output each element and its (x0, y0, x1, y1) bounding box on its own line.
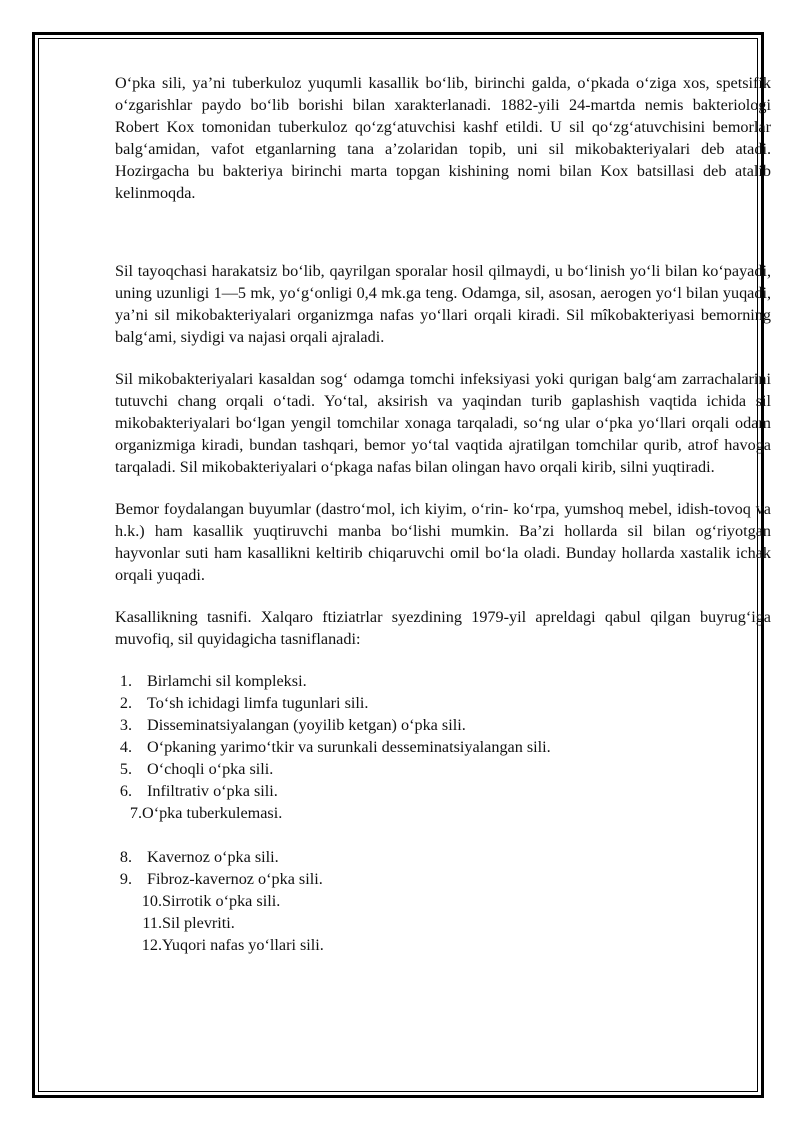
list-item: 1. Birlamchi sil kompleksi. (119, 672, 307, 690)
classification-list-a (115, 670, 771, 824)
list-item: 3. Disseminatsiyalangan (yoyilib ketgan) o‘pka sili. (119, 716, 466, 734)
list-item: 7. O‘pka tuberkulemasi. (129, 804, 283, 822)
list-item: 10. Sirrotik o‘pka sili. (141, 892, 281, 910)
list-item: 6. Infiltrativ o‘pka sili. (119, 782, 278, 800)
classification-list-b (115, 846, 771, 956)
paragraph-intro: O‘pka sili, ya’ni tuberkuloz yuqumli kasallik bo‘lib, birinchi galda, o‘pkada o‘ziga xos, spetsifik o‘zgarishlar paydo bo‘lib borishi bilan xarakterlanadi. 1882-yili 24-martda nemis bakteriologi Robert Kox tomonidan tuberkuloz qo‘zg‘atuvchisi kashf etildi. U sil qo‘zg‘atuvchisini bemorlar balg‘amidan, vafot etganlarning tana a’zolaridan topib, uni sil mikobakteriyalari deb atadi. Hozirgacha bu bakteriya birinchi marta topgan kishining nomi bilan Kox batsillasi deb atalib kelinmoqda. (115, 74, 771, 202)
paragraph-objects: Bemor foydalangan buyumlar (dastro‘mol, ich kiyim, o‘rin- ko‘rpa, yumshoq mebel, idish-tovoq va h.k.) ham kasallik yuqtiruvchi manba bo‘lishi mumkin. Ba’zi hollarda sil bilan og‘riyotgan hayvonlar suti ham kasallikni keltirib chiqaruvchi omil bo‘la oladi. Bunday hollarda xastalik ichak orqali yuqadi. (115, 500, 771, 584)
list-item: 12. Yuqori nafas yo‘llari sili. (141, 936, 324, 954)
paragraph-bacillus: Sil tayoqchasi harakatsiz bo‘lib, qayrilgan sporalar hosil qilmaydi, u bo‘linish yo‘li bilan ko‘payadi, uning uzunligi 1—5 mk, yo‘g‘onligi 0,4 mk.ga teng. Odamga, sil, asosan, aerogen yo‘l bilan yuqadi, ya’ni sil mikobakteriyalari organizmga nafas yo‘llari orqali kiradi. Sil mîkobakteriyasi bemorning balg‘ami, siydigi va najasi orqali ajraladi. (115, 262, 771, 346)
list-item: 9. Fibroz-kavernoz o‘pka sili. (119, 870, 323, 888)
document-body (115, 72, 771, 956)
list-item: 11. Sil plevriti. (142, 914, 235, 932)
paragraph-transmission: Sil mikobakteriyalari kasaldan sog‘ odamga tomchi infeksiyasi yoki qurigan balg‘am zarrachalarini tutuvchi chang orqali o‘tadi. Yo‘tal, aksirish va yaqindan turib gaplashish vaqtida ichida sil mikobakteriyalari bo‘lgan yengil tomchilar xonaga tarqaladi, so‘ng ular o‘pka yo‘llari orqali odam organizmiga kiradi, bundan tashqari, bemor yo‘tal vaqtida ajratilgan tomchilar qurib, atrof havoga tarqaladi. Sil mikobakteriyalari o‘pkaga nafas bilan olingan havo orqali kirib, silni yuqtiradi. (115, 370, 771, 476)
paragraph-classification: Kasallikning tasnifi. Xalqaro ftiziatrlar syezdining 1979-yil apreldagi qabul qilgan buyrug‘iga muvofiq, sil quyidagicha tasniflanadi: (115, 608, 771, 648)
list-item: 5. O‘choqli o‘pka sili. (119, 760, 274, 778)
list-item: 2. To‘sh ichidagi limfa tugunlari sili. (119, 694, 369, 712)
list-item: 8. Kavernoz o‘pka sili. (119, 848, 279, 866)
list-item: 4. O‘pkaning yarimo‘tkir va surunkali desseminatsiyalangan sili. (119, 738, 551, 756)
